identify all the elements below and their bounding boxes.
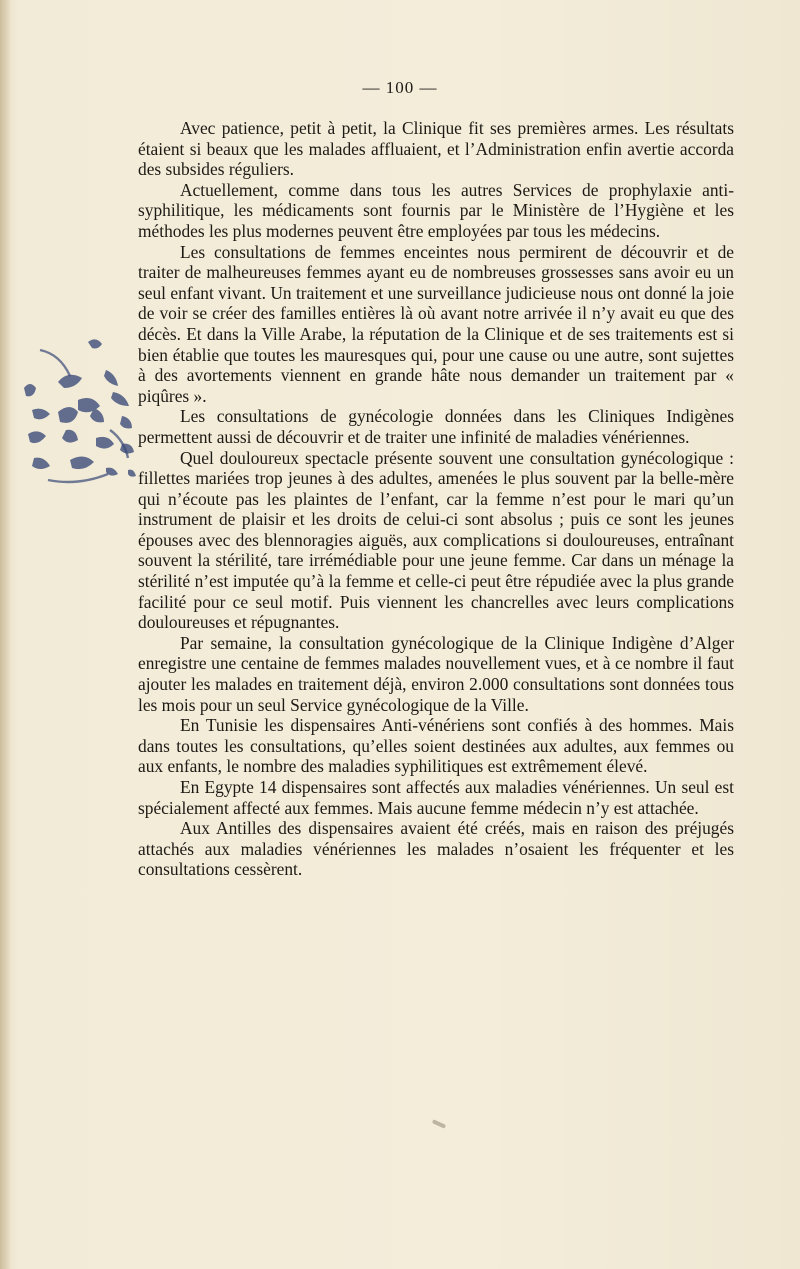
- paragraph: Les consultations de gynécologie données dans les Cliniques Indigènes permettent aussi de découvrir et de traiter une infinité de maladies vénériennes.: [138, 406, 734, 447]
- paragraph: Actuellement, comme dans tous les autres Services de prophylaxie anti-syphilitique, les médicaments sont fournis par le Ministère de l’Hygiène et les méthodes les plus modernes peuvent être employées par tous les médecins.: [138, 179, 734, 241]
- paragraph: Avec patience, petit à petit, la Clinique fit ses premières armes. Les résultats étaient si beaux que les malades affluaient, et l’Administration enfin avertie accorda des subsides réguliers.: [138, 118, 734, 180]
- paragraph: Par semaine, la consultation gynécologique de la Clinique Indigène d’Alger enregistre une centaine de femmes malades nouvellement vues, et à ce nombre il faut ajouter les malades en traitement déjà, environ 2.000 consultations sont données tous les mois pour un seul Service gynécologique de la Ville.: [138, 632, 734, 715]
- paragraph: Les consultations de femmes enceintes nous permirent de découvrir et de traiter de malheureuses femmes ayant eu de nombreuses grossesses sans avoir eu un seul enfant vivant. Un traitement et une surveillance judicieuse nous ont donné la joie de voir se créer des familles entières là où avant notre arrivée il n’y avait eu que des décès. Et dans la Ville Arabe, la réputation de la Clinique et de ses traitements est si bien établie que toutes les mauresques qui, pour une cause ou une autre, sont sujettes à des avortements viennent en grande hâte nous demander un traitement par « piqûres ».: [138, 241, 734, 406]
- paper-speck: [432, 1119, 446, 1129]
- paragraph: Aux Antilles des dispensaires avaient été créés, mais en raison des préjugés attachés aux maladies vénériennes les malades n’osaient les fréquenter et les consultations cessèrent.: [138, 818, 734, 880]
- paragraph: Quel douloureux spectacle présente souvent une consultation gynécologique : fillettes mariées trop jeunes à des adultes, amenées le plus souvent par la belle-mère qui n’écoute pas les plaintes de l’enfant, car la femme n’est pour le mari qu’un instrument de plaisir et les droits de celui-ci sont absolus ; puis ce sont les jeunes épouses avec des blennoragies aiguës, aux complications si douloureuses, entraînant souvent la stérilité, tare irrémédiable pour une jeune femme. Car dans un ménage la stérilité n’est imputée qu’à la femme et celle-ci peut être répudiée avec la plus grande facilité pour ce seul motif. Puis viennent les chancrelles avec leurs complications douloureuses et répugnantes.: [138, 447, 734, 633]
- page-number: — 100 —: [362, 78, 438, 97]
- paragraph: En Tunisie les dispensaires Anti-vénériens sont confiés à des hommes. Mais dans toutes les consultations, qu’elles soient destinées aux adultes, aux femmes ou aux enfants, le nombre des maladies syphilitiques est extrêmement élevé.: [138, 715, 734, 777]
- paragraph: En Egypte 14 dispensaires sont affectés aux maladies vénériennes. Un seul est spécialement affecté aux femmes. Mais aucune femme médecin n’y est attachée.: [138, 777, 734, 818]
- ink-stamp-mark: [18, 330, 153, 490]
- page-binding-edge: [0, 0, 10, 1269]
- body-text: [138, 118, 734, 880]
